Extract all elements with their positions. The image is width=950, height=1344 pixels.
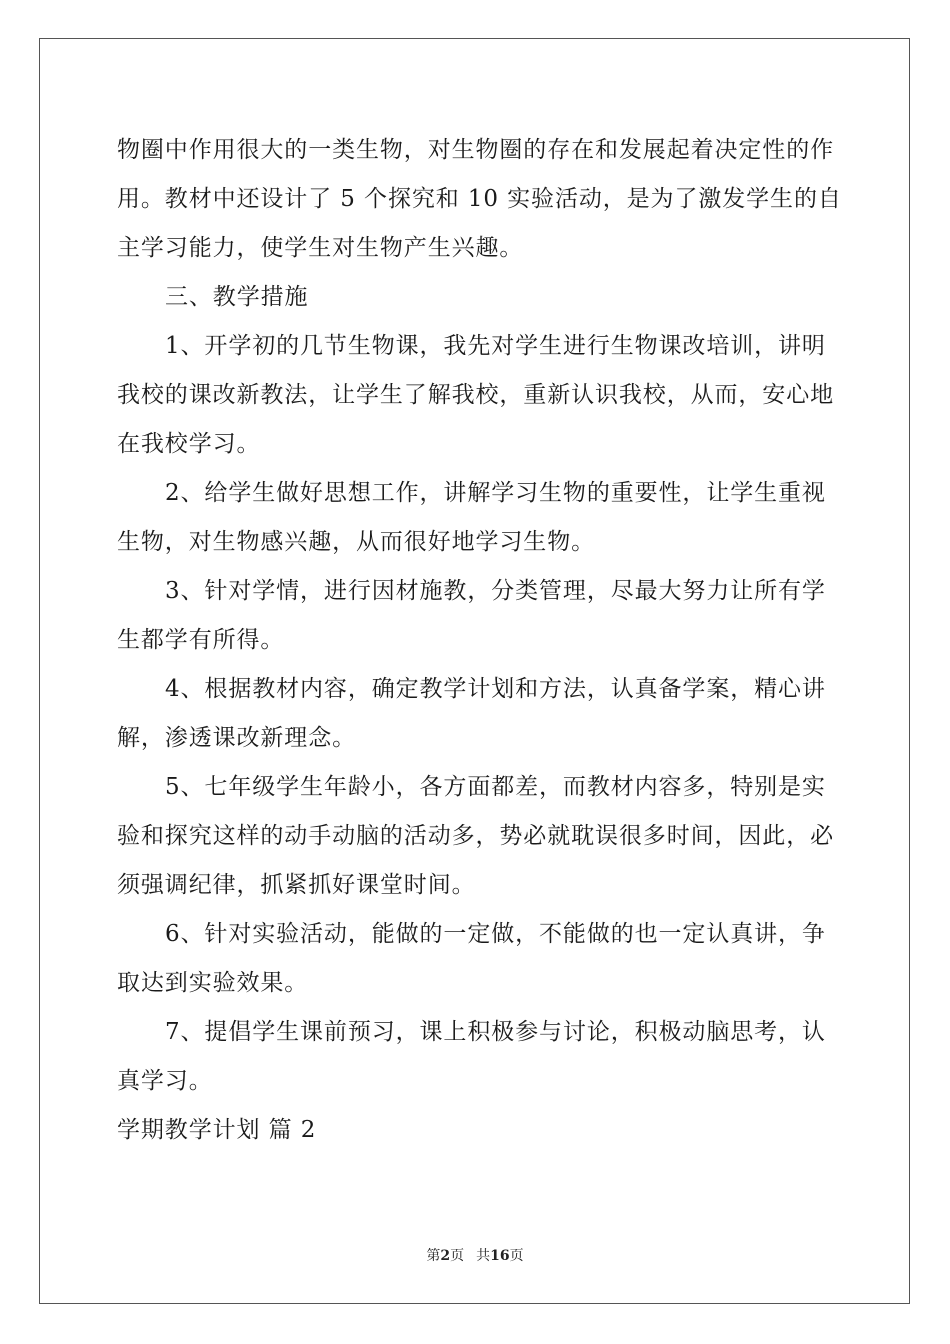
text-line-13: 解，渗透课改新理念。 xyxy=(117,725,356,751)
text-line-1: 物圈中作用很大的一类生物，对生物圈的存在和发展起着决定性的作 xyxy=(117,137,834,163)
text-line-20: 真学习。 xyxy=(117,1068,213,1094)
text-line-18: 取达到实验效果。 xyxy=(117,970,309,996)
current-page-number: 2 xyxy=(440,1248,451,1264)
footer-total-prefix: 共 xyxy=(476,1248,491,1264)
footer-page-label: 页 xyxy=(450,1248,465,1264)
text-line-16: 须强调纪律，抓紧抓好课堂时间。 xyxy=(117,872,476,898)
text-line-6: 我校的课改新教法，让学生了解我校，重新认识我校，从而，安心地 xyxy=(117,382,834,408)
text-line-15: 验和探究这样的动手动脑的活动多，势必就耽误很多时间，因此，必 xyxy=(117,823,834,849)
text-line-11: 生都学有所得。 xyxy=(117,627,285,653)
section-heading: 三、教学措施 xyxy=(165,284,309,310)
section-title-part-2: 学期教学计划 篇 2 xyxy=(117,1117,317,1143)
text-line-10: 3、针对学情，进行因材施教，分类管理，尽最大努力让所有学 xyxy=(165,578,826,604)
text-line-5: 1、开学初的几节生物课，我先对学生进行生物课改培训，讲明 xyxy=(165,333,826,359)
text-line-17: 6、针对实验活动，能做的一定做，不能做的也一定认真讲，争 xyxy=(165,921,826,947)
footer-total-label: 页 xyxy=(509,1248,524,1264)
text-line-9: 生物，对生物感兴趣，从而很好地学习生物。 xyxy=(117,529,595,555)
text-line-2: 用。教材中还设计了 5 个探究和 10 实验活动，是为了激发学生的自 xyxy=(117,186,842,212)
document-body xyxy=(117,126,842,1155)
text-line-3: 主学习能力，使学生对生物产生兴趣。 xyxy=(117,235,524,261)
total-page-number: 16 xyxy=(490,1248,510,1264)
footer-prefix: 第 xyxy=(426,1248,441,1264)
text-line-12: 4、根据教材内容，确定教学计划和方法，认真备学案，精心讲 xyxy=(165,676,826,702)
page-footer xyxy=(0,1246,950,1266)
text-line-8: 2、给学生做好思想工作，讲解学习生物的重要性，让学生重视 xyxy=(165,480,826,506)
text-line-7: 在我校学习。 xyxy=(117,431,261,457)
text-line-19: 7、提倡学生课前预习，课上积极参与讨论，积极动脑思考，认 xyxy=(165,1019,826,1045)
text-line-14: 5、七年级学生年龄小，各方面都差，而教材内容多，特别是实 xyxy=(165,774,826,800)
